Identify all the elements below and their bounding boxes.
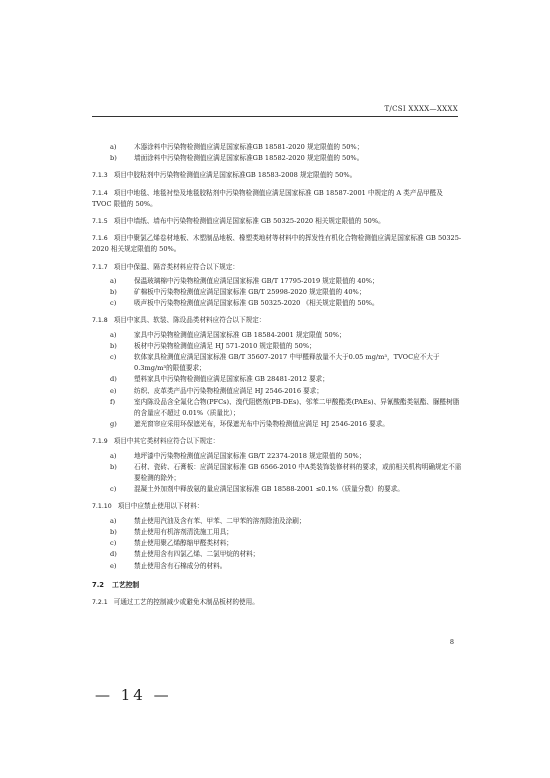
list-item xyxy=(92,462,462,484)
list-item-marker: a) xyxy=(110,276,117,285)
header-rule xyxy=(92,116,458,117)
list-item-text: 禁止使用聚乙烯醇缩甲醛类材料； xyxy=(134,539,233,548)
list-item-marker: b) xyxy=(110,288,117,297)
list-item xyxy=(92,419,462,430)
list-item xyxy=(92,142,462,153)
list-item-text: 木器涂料中污染物检测值应满足国家标准GB 18581-2020 规定限值的 50%； xyxy=(134,143,364,151)
clause-text: 项目中墙纸、墙布中污染物检测值应满足国家标准 GB 50325-2020 相关规定限值的 50%。 xyxy=(113,217,385,226)
list-item-marker: b) xyxy=(110,462,117,471)
list-item xyxy=(92,276,462,287)
section-title: 工艺控制 xyxy=(112,580,140,589)
list-item xyxy=(92,287,462,298)
list-item-marker: c) xyxy=(110,353,117,362)
clause-number: 7.1.9 xyxy=(92,438,108,446)
list-item-text: 禁止使用含有四氯乙烯、二氯甲烷的材料； xyxy=(134,550,260,559)
list-item-text: 墙面涂料中污染物检测值应满足国家标准GB 18582-2020 规定限值的 50%。 xyxy=(134,154,364,163)
list-item-marker: c) xyxy=(110,539,117,548)
list-item-text: 遮光窗帘应采用环保遮光布，环保遮光布中污染物检测值应满足 HJ 2546-2016 要求。 xyxy=(134,420,389,429)
list-item-text: 室内陈设品含全氟化合物(PFCs)、溴代阻燃剂(PB-DEs)、邻苯二甲酸酯类(PAEs)、异氰酸酯类氨酯、脲醛树脂的含量应不超过 0.01%（质量比）； xyxy=(134,397,460,418)
clause-text: 项目中家具、软装、陈设品类材料应符合以下规定： xyxy=(113,316,266,325)
clause-number: 7.2.1 xyxy=(92,598,108,606)
standard-code-header: T/CSI XXXX—XXXX xyxy=(384,105,458,113)
clause-text: 项目中其它类材料应符合以下规定： xyxy=(113,437,220,446)
list-item-marker: c) xyxy=(110,485,117,494)
clause-number: 7.1.3 xyxy=(92,172,108,180)
list-item-marker: g) xyxy=(110,420,117,429)
list-item-text: 软体家具检测值应满足国家标准 GB/T 35607-2017 中甲醛释放量不大于0.05 mg/m³，TVOC应不大于0.3mg/m³的限值要求； xyxy=(134,353,440,373)
list-item-text: 家具中污染物检测值应满足国家标准 GB 18584-2001 规定限值 50%； xyxy=(134,330,346,339)
list-item xyxy=(92,484,462,495)
list-item xyxy=(92,153,462,164)
list-item xyxy=(92,516,462,527)
clause-number: 7.1.8 xyxy=(92,317,108,325)
clause-text: 项目中保温、隔音类材料应符合以下规定： xyxy=(113,262,240,271)
clause-text: 项目中地毯、地毯衬垫及地毯胶粘剂中污染物检测值应满足国家标准 GB 18587-2001 中规定的 A 类产品甲醛及 TVOC 限值的 50%。 xyxy=(92,188,443,208)
list-item xyxy=(92,330,462,341)
list-item-text: 矿棉板中污染物检测值应满足国家标准 GB/T 25998-2020 规定限值的 40%； xyxy=(134,288,366,297)
list-item xyxy=(92,538,462,549)
list-item xyxy=(92,341,462,352)
list-item xyxy=(92,549,462,560)
clause-text: 可通过工艺的控制减少或避免木制品板材的使用。 xyxy=(113,597,259,606)
clause-number: 7.1.4 xyxy=(92,189,108,197)
list-item-text: 禁止使用有机溶剂清洗施工用具； xyxy=(134,527,233,536)
list-item-text: 地坪漆中污染物检测值应满足国家标准 GB/T 22374-2018 规定限值的 50%； xyxy=(134,451,366,460)
list-item-marker: c) xyxy=(110,299,117,308)
clause-text: 项目中应禁止使用以下材料： xyxy=(117,502,204,511)
list-item-text: 混凝土外加剂中释放氨的量应满足国家标准 GB 18588-2001 ≤0.1%（质量分数）的要求。 xyxy=(134,485,404,494)
list-item-marker: a) xyxy=(110,330,117,339)
list-item-marker: b) xyxy=(110,154,117,163)
document-body xyxy=(92,142,462,611)
list-item xyxy=(92,374,462,385)
list-item-marker: a) xyxy=(110,143,117,151)
clause-text: 项目中聚氯乙烯卷材地板、木塑制品地板、橡塑类地材等材料中的挥发性有机化合物检测值应满足国家标准 GB 50325-2020 相关规定限值的 50%。 xyxy=(92,234,462,254)
list-item xyxy=(92,386,462,397)
clause xyxy=(92,597,462,608)
list-item-marker: a) xyxy=(110,516,117,525)
list-item-marker: e) xyxy=(110,561,117,570)
list-item-marker: d) xyxy=(110,375,117,384)
clause xyxy=(92,170,462,181)
list-item xyxy=(92,561,462,572)
list-item-marker: b) xyxy=(110,341,117,350)
list-item xyxy=(92,397,462,419)
list-item-text: 禁止使用含有石棉成分的材料。 xyxy=(134,561,227,570)
clause-text: 项目中胶粘剂中污染物检测值应满足国家标准GB 18583-2008 规定限值的 50%。 xyxy=(113,171,357,180)
list-item-marker: e) xyxy=(110,386,117,395)
footer-page-number: — 14 — xyxy=(95,686,172,704)
clause-number: 7.1.7 xyxy=(92,263,108,271)
list-item xyxy=(92,352,462,374)
clause xyxy=(92,188,462,210)
list-item-marker: f) xyxy=(110,397,116,406)
list-item-text: 板材中污染物检测值应满足 HJ 571-2010 规定限值的 50%； xyxy=(134,341,316,350)
list-item-text: 塑料家具中污染物检测值应满足国家标准 GB 28481-2012 要求； xyxy=(134,375,329,384)
list-item-text: 纺织、皮革类产品中污染物检测值应满足 HJ 2546-2016 要求； xyxy=(134,386,323,395)
list-item-text: 吸声板中污染物检测值应满足国家标准 GB 50325-2020 《相关规定限值的 50%。 xyxy=(134,299,379,308)
list-item-text: 禁止使用汽油及含有苯、甲苯、二甲苯的溶剂除油及涂刷； xyxy=(134,516,306,525)
page-number: 8 xyxy=(449,638,454,646)
clause xyxy=(92,233,462,255)
clause-number: 7.1.6 xyxy=(92,235,108,243)
list-item xyxy=(92,298,462,309)
clause xyxy=(92,216,462,227)
list-item-text: 石材、瓷砖、石膏板：应满足国家标准 GB 6566-2010 中A类装饰装修材料的要求，或前相关机构明确规定不需要检测的除外； xyxy=(134,462,462,483)
clause-number: 7.1.10 xyxy=(92,503,112,511)
list-item-text: 保温玻璃棉中污染物检测值应满足国家标准 GB/T 17795-2019 规定限值的 40%； xyxy=(134,276,379,285)
list-item-marker: b) xyxy=(110,527,117,536)
clause xyxy=(92,315,462,326)
section-number: 7.2 xyxy=(92,580,105,589)
list-item-marker: a) xyxy=(110,451,117,460)
clause xyxy=(92,501,462,512)
section-heading xyxy=(92,580,462,591)
clause-number: 7.1.5 xyxy=(92,218,108,226)
clause xyxy=(92,436,462,447)
list-item xyxy=(92,527,462,538)
list-item xyxy=(92,451,462,462)
clause xyxy=(92,262,462,273)
list-item-marker: d) xyxy=(110,550,117,559)
